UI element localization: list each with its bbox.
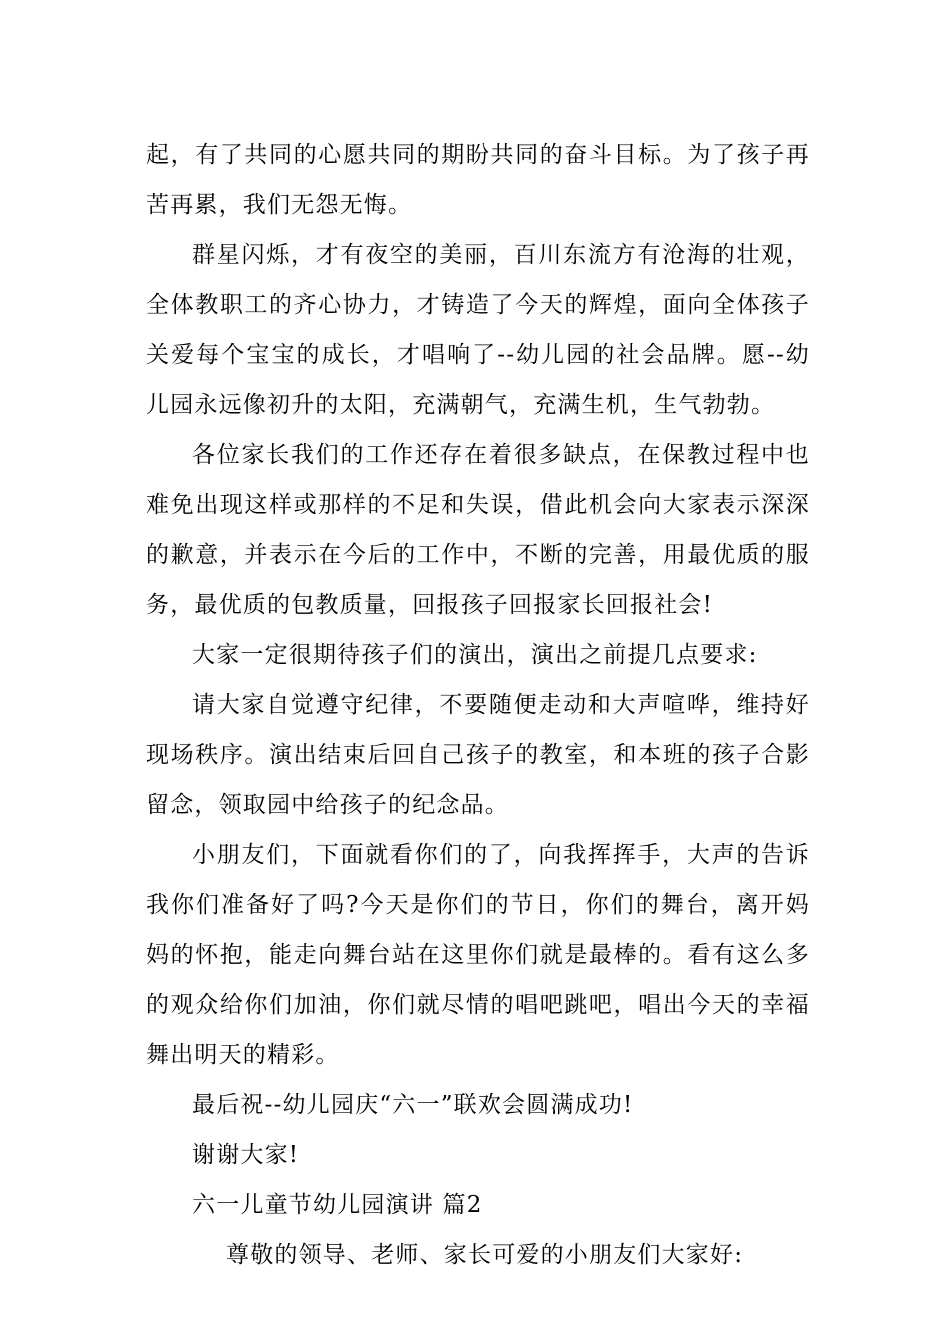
paragraph-children: 小朋友们，下面就看你们的了，向我挥挥手，大声的告诉我你们准备好了吗?今天是你们的节日，你们的舞台，离开妈妈的怀抱，能走向舞台站在这里你们就是最棒的。看有这么多的观众给你们加油，你们就尽情的唱吧跳吧，唱出今天的幸福舞出明天的精彩。 [146, 842, 810, 1068]
section-heading: 六一儿童节幼儿园演讲 篇2 [192, 1192, 483, 1218]
paragraph-greeting: 尊敬的领导、老师、家长可爱的小朋友们大家好: [226, 1242, 744, 1268]
paragraph-continuation: 起，有了共同的心愿共同的期盼共同的奋斗目标。为了孩子再苦再累，我们无怨无悔。 [146, 142, 810, 218]
paragraph-discipline: 请大家自觉遵守纪律，不要随便走动和大声喧哗，维持好现场秩序。演出结束后回自己孩子的教室，和本班的孩子合影留念，领取园中给孩子的纪念品。 [146, 692, 810, 818]
paragraph-apology: 各位家长我们的工作还存在着很多缺点，在保教过程中也难免出现这样或那样的不足和失误，借此机会向大家表示深深的歉意，并表示在今后的工作中，不断的完善，用最优质的服务，最优质的包教质量，回报孩子回报家长回报社会! [146, 442, 810, 618]
document-body [146, 130, 810, 1280]
paragraph-stars: 群星闪烁，才有夜空的美丽，百川东流方有沧海的壮观，全体教职工的齐心协力，才铸造了今天的辉煌，面向全体孩子关爱每个宝宝的成长，才唱响了--幼儿园的社会品牌。愿--幼儿园永远像初升的太阳，充满朝气，充满生机，生气勃勃。 [146, 242, 810, 418]
paragraph-thanks: 谢谢大家! [192, 1142, 300, 1168]
paragraph-requirements-intro: 大家一定很期待孩子们的演出，演出之前提几点要求: [192, 642, 758, 668]
paragraph-wish: 最后祝--幼儿园庆“六一”联欢会圆满成功! [192, 1092, 634, 1118]
